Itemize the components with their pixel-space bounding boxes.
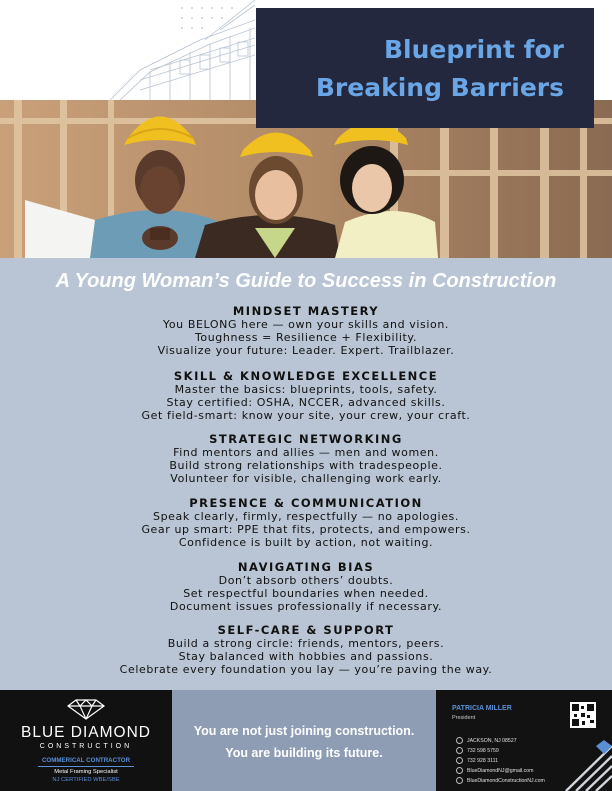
section-line: Set respectful boundaries when needed.: [183, 587, 429, 601]
section-strategic-networking: [0, 432, 612, 486]
footer: [0, 690, 612, 791]
card-phone-1: 732 598 5759: [456, 747, 499, 754]
section-line: Confidence is built by action, not waiting.: [178, 536, 434, 550]
section-heading: PRESENCE & COMMUNICATION: [189, 496, 423, 510]
diamond-logo-icon: [64, 698, 108, 720]
section-line: Don’t absorb others’ doubts.: [218, 574, 394, 587]
section-heading: MINDSET MASTERY: [232, 304, 380, 318]
section-line: Gear up smart: PPE that fits, protects, and empowers.: [141, 523, 471, 537]
phone-icon: [456, 747, 463, 754]
section-line: Master the basics: blueprints, tools, safety.: [174, 383, 438, 396]
logo-tag-certified: NJ CERTIFIED WBE/SBE: [52, 777, 120, 783]
section-heading: SELF-CARE & SUPPORT: [217, 623, 395, 637]
card-role: President: [452, 715, 476, 721]
qr-code-icon[interactable]: [570, 702, 596, 728]
email-icon: [456, 767, 463, 774]
logo-tag-specialist: Metal Framing Specialist: [54, 769, 118, 775]
logo-name: BLUE DIAMOND: [21, 724, 151, 741]
section-navigating-bias: [0, 560, 612, 614]
card-address: JACKSON, NJ 08527: [456, 737, 517, 744]
location-icon: [456, 737, 463, 744]
section-line: Celebrate every foundation you lay — you’re paving the way.: [119, 663, 493, 677]
guide-subtitle: A Young Woman’s Guide to Success in Construction: [55, 270, 557, 292]
section-self-care-support: [0, 623, 612, 677]
card-name: PATRICIA MILLER: [452, 705, 512, 712]
diamond-corner-graphic: [562, 736, 612, 791]
message-panel: [172, 690, 436, 791]
globe-icon: [456, 777, 463, 784]
section-line: Stay balanced with hobbies and passions.: [178, 650, 434, 664]
card-phone-2: 732 928 3111: [456, 757, 498, 764]
section-line: Get field-smart: know your site, your crew, your craft.: [141, 409, 471, 423]
title-line-1: Blueprint for: [383, 35, 564, 64]
section-line: Stay certified: OSHA, NCCER, advanced skills.: [166, 396, 446, 410]
logo-divider: [38, 766, 134, 767]
section-line: Build strong relationships with tradespeople.: [169, 459, 443, 473]
section-presence-communication: [0, 496, 612, 550]
section-line: Toughness = Resilience + Flexibility.: [194, 331, 418, 345]
section-line: You BELONG here — own your skills and vision.: [162, 318, 450, 331]
title-box: [256, 8, 594, 128]
section-line: Build a strong circle: friends, mentors, peers.: [167, 637, 445, 650]
business-card: [436, 690, 612, 791]
card-email: BlueDiamondNJ@gmail.com: [456, 767, 533, 774]
title-line-2: Breaking Barriers: [315, 73, 564, 102]
section-skill-knowledge: [0, 369, 612, 423]
section-line: Speak clearly, firmly, respectfully — no apologies.: [153, 510, 459, 523]
section-line: Visualize your future: Leader. Expert. Trailblazer.: [157, 344, 455, 358]
section-heading: STRATEGIC NETWORKING: [209, 432, 403, 446]
company-logo-panel: [0, 690, 172, 791]
section-line: Volunteer for visible, challenging work early.: [170, 472, 442, 486]
section-heading: NAVIGATING BIAS: [237, 560, 375, 574]
section-heading: SKILL & KNOWLEDGE EXCELLENCE: [173, 369, 439, 383]
guide-panel: [0, 258, 612, 690]
section-mindset-mastery: [0, 304, 612, 358]
message-line-1: You are not just joining construction.: [193, 724, 415, 738]
logo-tag-contractor: COMMERICAL CONTRACTOR: [41, 757, 131, 764]
phone-icon: [456, 757, 463, 764]
section-line: Find mentors and allies — men and women.: [173, 446, 439, 459]
card-website: BlueDiamondConstructionNJ.com: [456, 777, 545, 784]
message-line-2: You are building its future.: [225, 746, 383, 760]
section-line: Document issues professionally if necessary.: [169, 600, 443, 614]
logo-sub: CONSTRUCTION: [39, 743, 133, 750]
